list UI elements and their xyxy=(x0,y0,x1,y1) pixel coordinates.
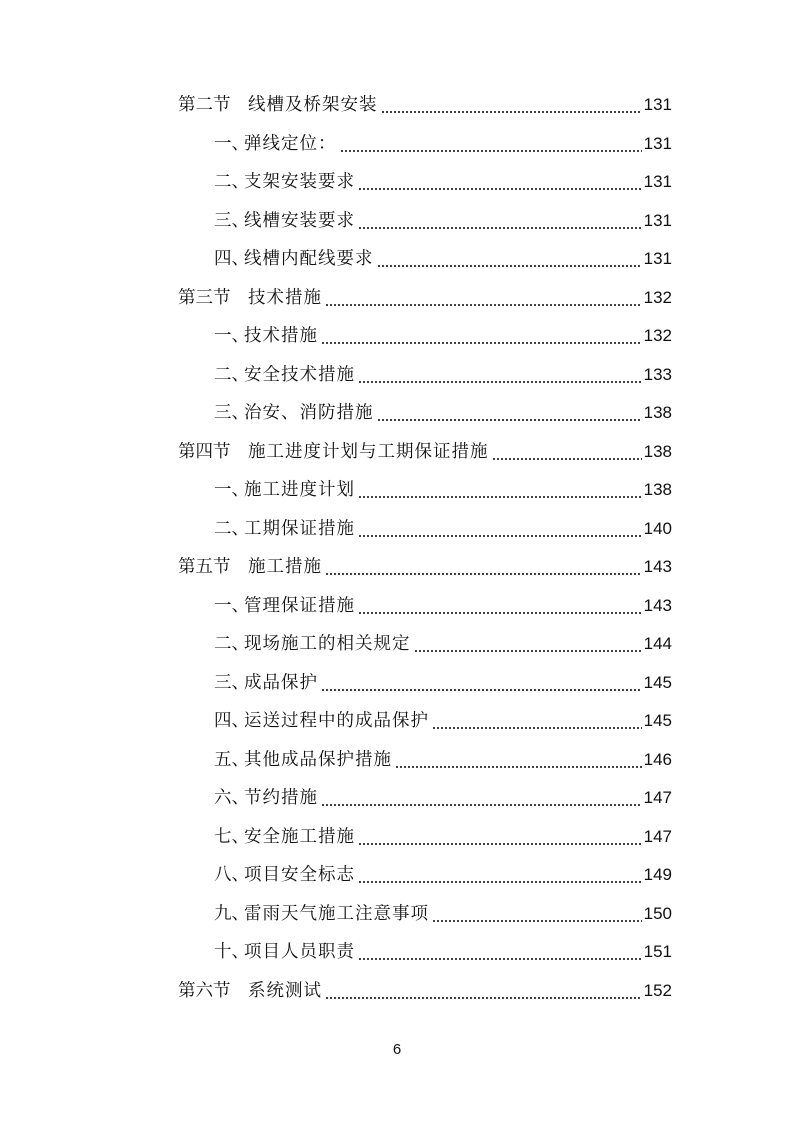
toc-entry-number: 二、 xyxy=(214,364,249,385)
toc-page-number: 131 xyxy=(643,172,672,191)
toc-entry-title: 线槽内配线要求 xyxy=(244,249,374,269)
toc-item-entry[interactable] xyxy=(214,207,672,235)
toc-entry-title: 支架安装要求 xyxy=(244,172,355,192)
toc-item-entry[interactable] xyxy=(214,361,672,389)
toc-entry-title: 运送过程中的成品保护 xyxy=(244,711,429,731)
toc-page-number: 138 xyxy=(643,441,672,461)
toc-entry-number: 一、 xyxy=(214,595,249,616)
toc-page-number: 146 xyxy=(643,749,672,769)
toc-item-entry[interactable] xyxy=(214,630,672,658)
toc-entry-number: 第二节 xyxy=(178,95,231,115)
dot-leader xyxy=(395,746,642,774)
dot-leader xyxy=(358,823,642,851)
toc-page-number: 149 xyxy=(643,865,672,884)
toc-entry-title: 弹线定位： xyxy=(244,133,337,154)
dot-leader xyxy=(321,322,642,350)
dot-leader xyxy=(358,592,642,620)
page-number: 6 xyxy=(392,1041,402,1058)
toc-page-number: 131 xyxy=(643,249,672,268)
toc-item-entry[interactable] xyxy=(214,130,672,158)
dot-leader xyxy=(321,784,642,812)
toc-entry-number: 三、 xyxy=(214,672,249,693)
toc-item-entry[interactable] xyxy=(214,900,672,928)
toc-entry-number: 五、 xyxy=(214,749,249,770)
toc-item-entry[interactable] xyxy=(214,515,672,543)
dot-leader xyxy=(492,438,642,466)
toc-entry-number: 第五节 xyxy=(178,557,231,577)
toc-entry-number: 一、 xyxy=(214,326,249,346)
toc-entry-number: 二、 xyxy=(214,172,249,192)
dot-leader xyxy=(358,861,642,889)
toc-page-number: 131 xyxy=(643,95,672,114)
toc-section-entry[interactable] xyxy=(178,284,672,312)
toc-item-entry[interactable] xyxy=(214,746,672,774)
toc-entry-number: 一、 xyxy=(214,133,249,154)
toc-page-number: 132 xyxy=(643,326,672,345)
toc-entry-title: 施工进度计划 xyxy=(244,480,355,500)
toc-entry-number: 四、 xyxy=(214,249,249,269)
toc-item-entry[interactable] xyxy=(214,322,672,350)
dot-leader xyxy=(358,207,642,235)
dot-leader xyxy=(340,130,642,158)
dot-leader xyxy=(377,399,642,427)
toc-page-number: 147 xyxy=(643,788,672,807)
toc-entry-number: 第四节 xyxy=(178,441,231,462)
toc-item-entry[interactable] xyxy=(214,669,672,697)
toc-entry-title: 项目安全标志 xyxy=(244,865,355,885)
dot-leader xyxy=(414,630,642,658)
toc-page-number: 144 xyxy=(643,634,672,653)
toc-page-number: 150 xyxy=(643,903,672,923)
toc-entry-number: 十、 xyxy=(214,942,249,962)
toc-entry-title: 安全施工措施 xyxy=(244,826,355,847)
toc-section-entry[interactable] xyxy=(178,977,672,1005)
toc-entry-title: 治安、消防措施 xyxy=(244,403,374,423)
toc-entry-number: 九、 xyxy=(214,903,249,924)
toc-item-entry[interactable] xyxy=(214,476,672,504)
dot-leader xyxy=(321,669,642,697)
toc-entry-title: 系统测试 xyxy=(248,980,322,1001)
toc-entry-number: 一、 xyxy=(214,480,249,500)
toc-page-number: 131 xyxy=(643,210,672,230)
dot-leader xyxy=(358,168,642,196)
toc-entry-title: 管理保证措施 xyxy=(244,595,355,616)
toc-page-number: 145 xyxy=(643,711,672,730)
toc-entry-title: 技术措施 xyxy=(244,326,318,346)
dot-leader xyxy=(358,476,642,504)
toc-page-number: 140 xyxy=(643,518,672,538)
toc-entry-title: 节约措施 xyxy=(244,788,318,808)
dot-leader xyxy=(358,938,642,966)
toc-entry-title: 成品保护 xyxy=(244,672,318,693)
toc-entry-number: 八、 xyxy=(214,865,249,885)
toc-item-entry[interactable] xyxy=(214,399,672,427)
toc-page-number: 145 xyxy=(643,672,672,692)
toc-item-entry[interactable] xyxy=(214,168,672,196)
toc-item-entry[interactable] xyxy=(214,938,672,966)
toc-entry-title: 施工进度计划与工期保证措施 xyxy=(248,441,489,462)
dot-leader xyxy=(432,900,642,928)
dot-leader xyxy=(325,553,642,581)
dot-leader xyxy=(358,515,642,543)
toc-item-entry[interactable] xyxy=(214,707,672,735)
toc-item-entry[interactable] xyxy=(214,592,672,620)
dot-leader xyxy=(432,707,642,735)
toc-entry-title: 雷雨天气施工注意事项 xyxy=(244,903,429,924)
toc-section-entry[interactable] xyxy=(178,438,672,466)
toc-entry-number: 七、 xyxy=(214,826,249,847)
toc-page-number: 131 xyxy=(643,133,672,153)
dot-leader xyxy=(377,245,642,273)
toc-entry-number: 四、 xyxy=(214,711,249,731)
toc-page-number: 143 xyxy=(643,557,672,576)
toc-entry-title: 线槽及桥架安装 xyxy=(248,95,378,115)
toc-page-number: 138 xyxy=(643,403,672,422)
dot-leader xyxy=(325,977,642,1005)
toc-entry-title: 技术措施 xyxy=(248,287,322,308)
toc-page-number: 143 xyxy=(643,595,672,615)
toc-page-number: 147 xyxy=(643,826,672,846)
toc-item-entry[interactable] xyxy=(214,861,672,889)
dot-leader xyxy=(381,91,642,119)
toc-entry-title: 现场施工的相关规定 xyxy=(244,634,411,654)
toc-page-number: 151 xyxy=(643,942,672,961)
toc-entry-number: 二、 xyxy=(214,634,249,654)
toc-section-entry[interactable] xyxy=(178,553,672,581)
toc-page-number: 152 xyxy=(643,980,672,1000)
toc-entry-title: 项目人员职责 xyxy=(244,942,355,962)
toc-page-number: 132 xyxy=(643,287,672,307)
toc-page-number: 138 xyxy=(643,480,672,499)
toc-section-entry[interactable] xyxy=(178,91,672,119)
toc-item-entry[interactable] xyxy=(214,784,672,812)
toc-entry-title: 安全技术措施 xyxy=(244,364,355,385)
toc-entry-title: 线槽安装要求 xyxy=(244,210,355,231)
toc-item-entry[interactable] xyxy=(214,245,672,273)
dot-leader xyxy=(358,361,642,389)
toc-entry-number: 三、 xyxy=(214,403,249,423)
toc-item-entry[interactable] xyxy=(214,823,672,851)
toc-entry-number: 三、 xyxy=(214,210,249,231)
dot-leader xyxy=(325,284,642,312)
toc-entry-number: 第三节 xyxy=(178,287,231,308)
toc-entry-title: 其他成品保护措施 xyxy=(244,749,392,770)
toc-page-number: 133 xyxy=(643,364,672,384)
toc-entry-number: 第六节 xyxy=(178,980,231,1001)
toc-entry-number: 六、 xyxy=(214,788,249,808)
toc-entry-number: 二、 xyxy=(214,518,249,539)
toc-entry-title: 工期保证措施 xyxy=(244,518,355,539)
toc-entry-title: 施工措施 xyxy=(248,557,322,577)
